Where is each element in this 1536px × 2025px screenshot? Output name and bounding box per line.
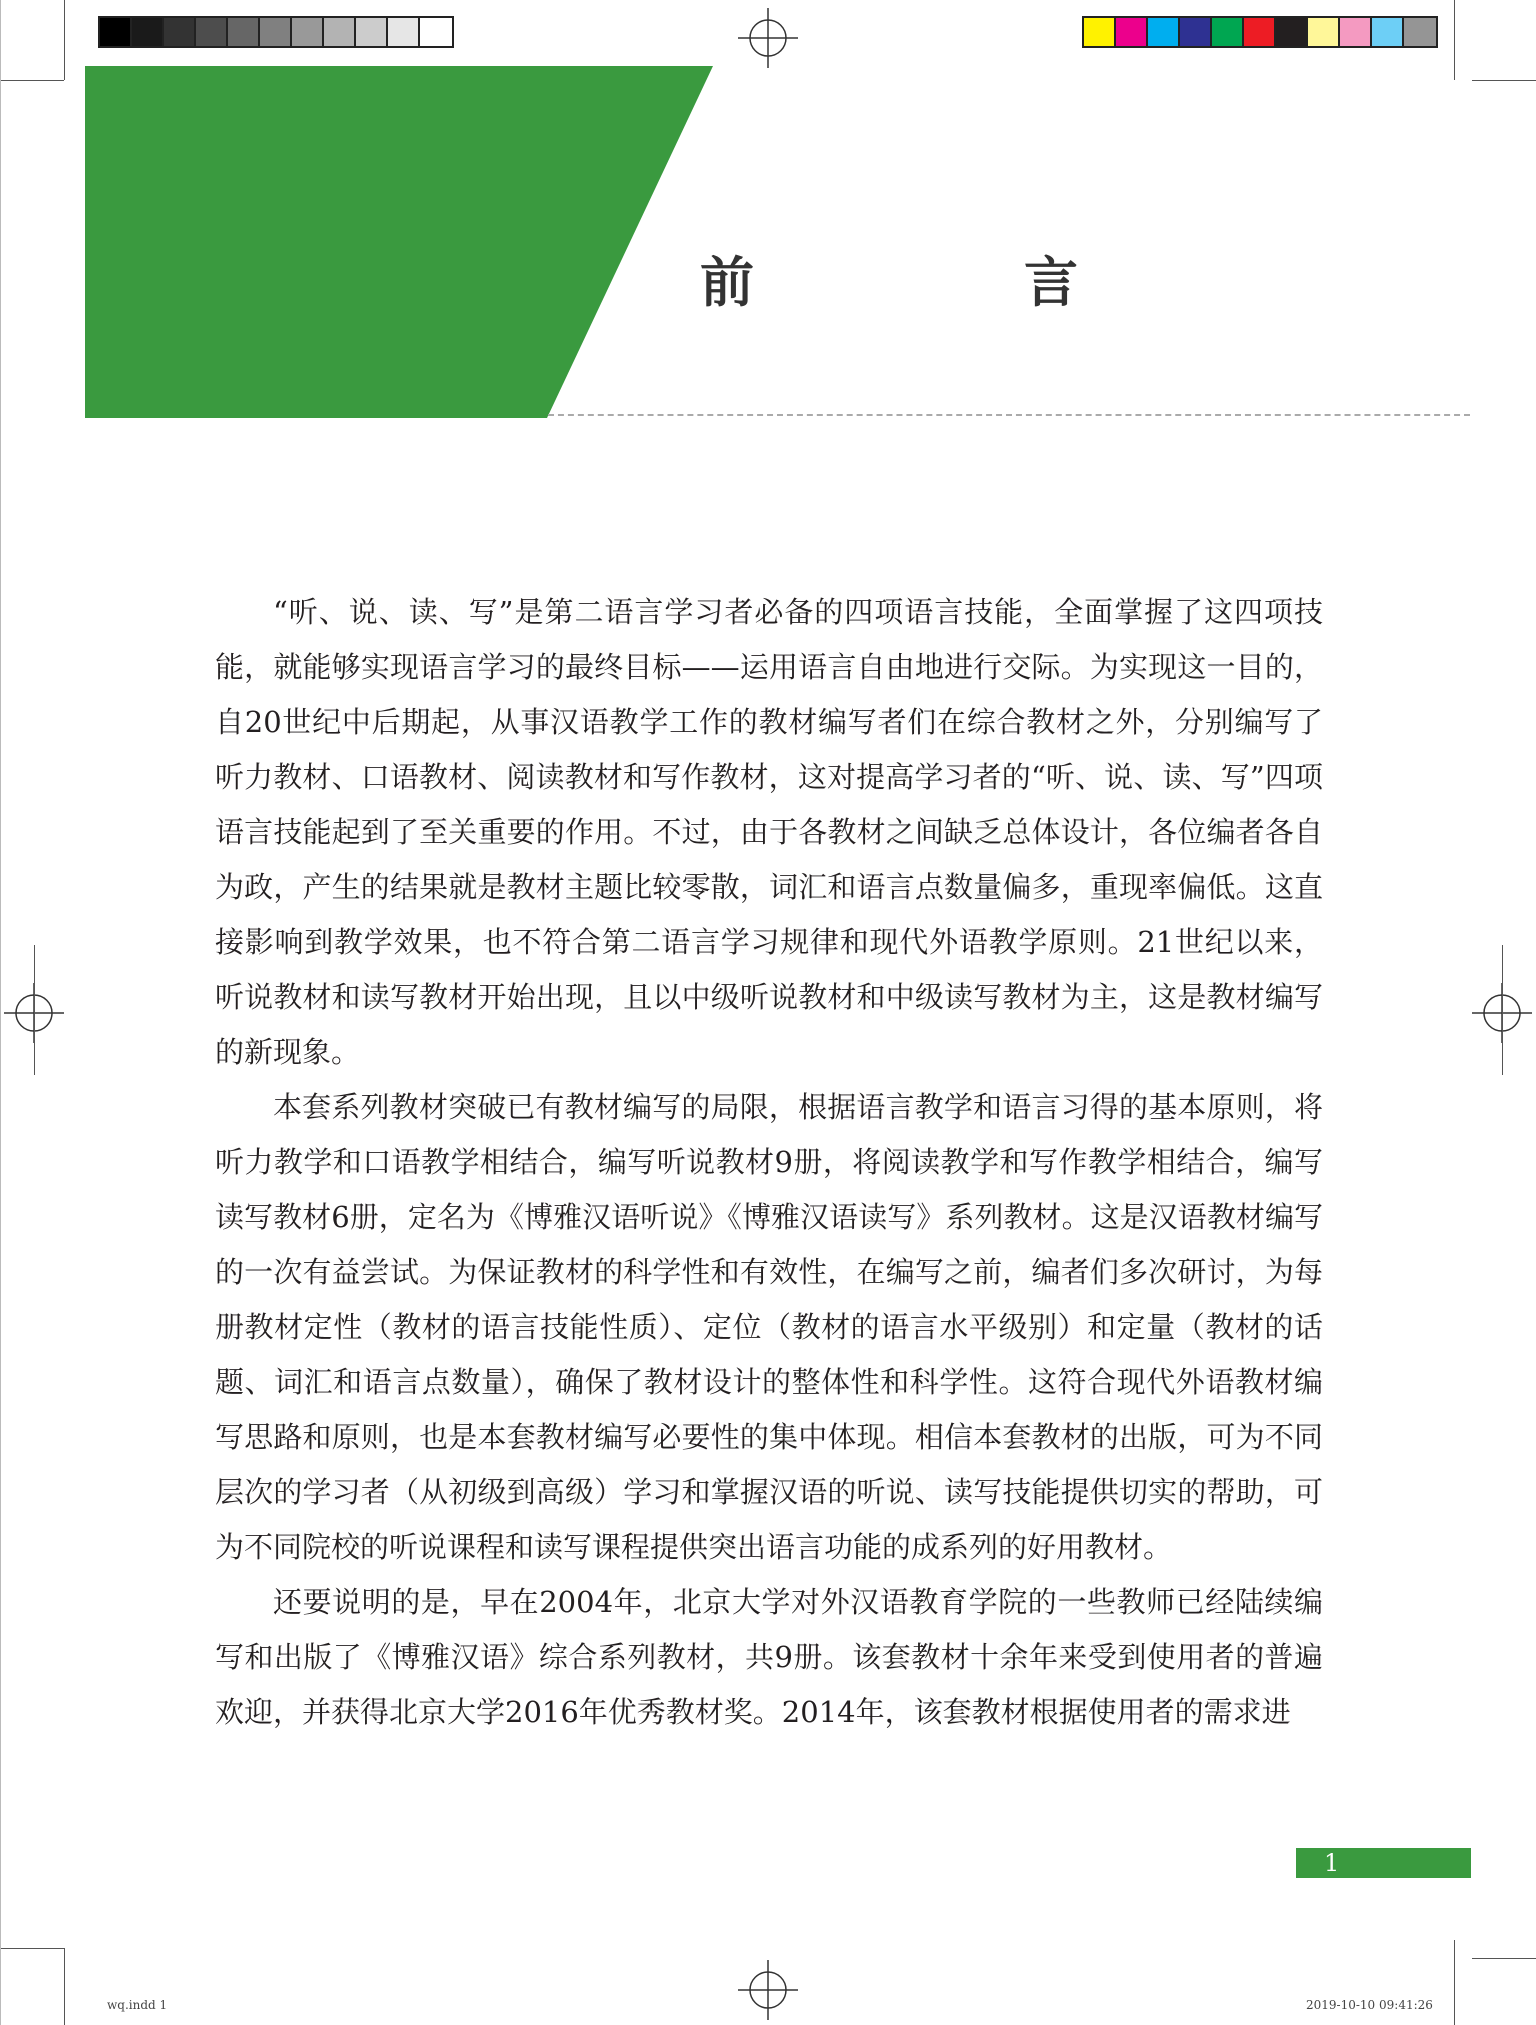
registration-mark-top [738,8,798,68]
grayscale-calibration-bar [98,16,454,48]
color-swatch-3 [1148,18,1180,46]
registration-line-right [1502,945,1503,1075]
color-swatch-10 [1372,18,1404,46]
grayscale-swatch-10 [388,18,420,46]
registration-line-left [34,945,35,1075]
color-swatch-11 [1404,18,1436,46]
color-swatch-8 [1308,18,1340,46]
page-edge-left [0,0,1,2025]
color-swatch-4 [1180,18,1212,46]
grayscale-swatch-4 [196,18,228,46]
preface-body [215,585,1323,1740]
slug-timestamp: 2019-10-10 09:41:26 [1306,1998,1433,2012]
registration-mark-bottom [738,1960,798,2020]
grayscale-swatch-9 [356,18,388,46]
header-banner [85,66,713,418]
crop-mark-bottom-right-h [1472,1958,1536,1959]
crop-mark-top-right-v [1454,0,1455,80]
grayscale-swatch-1 [100,18,132,46]
paragraph-1: “听、说、读、写”是第二语言学习者必备的四项语言技能，全面掌握了这四项技能，就能够实现语言学习的最终目标——运用语言自由地进行交际。为实现这一目的，自20世纪中后期起，从事汉语教学工作的教材编写者们在综合教材之外，分别编写了听力教材、口语教材、阅读教材和写作教材，这对提高学习者的“听、说、读、写”四项语言技能起到了至关重要的作用。不过，由于各教材之间缺乏总体设计，各位编者各自为政，产生的结果就是教材主题比较零散，词汇和语言点数量偏多，重现率偏低。这直接影响到教学效果，也不符合第二语言学习规律和现代外语教学原则。21世纪以来，听说教材和读写教材开始出现，且以中级听说教材和中级读写教材为主，这是教材编写的新现象。 [215,595,1323,1069]
grayscale-swatch-6 [260,18,292,46]
color-swatch-1 [1084,18,1116,46]
crop-mark-bottom-left-h [0,1948,64,1949]
crop-mark-top-left-v [64,0,65,80]
crop-mark-top-right-h [1472,80,1536,81]
grayscale-swatch-7 [292,18,324,46]
slug-file-name: wq.indd 1 [107,1998,168,2012]
page-title: 前 言 [700,251,1186,314]
crop-mark-bottom-left-v [64,1948,65,2025]
grayscale-swatch-8 [324,18,356,46]
header-dashed-divider [548,414,1470,416]
color-swatch-9 [1340,18,1372,46]
paragraph-3: 还要说明的是，早在2004年，北京大学对外汉语教育学院的一些教师已经陆续编写和出版了《博雅汉语》综合系列教材，共9册。该套教材十余年来受到使用者的普遍欢迎，并获得北京大学2016年优秀教材奖。2014年，该套教材根据使用者的需求进 [215,1585,1323,1729]
grayscale-swatch-2 [132,18,164,46]
color-calibration-bar [1082,16,1438,48]
crop-mark-top-left-h [0,80,64,81]
color-swatch-7 [1276,18,1308,46]
grayscale-swatch-3 [164,18,196,46]
color-swatch-5 [1212,18,1244,46]
color-swatch-2 [1116,18,1148,46]
page-number: 1 [1324,1849,1340,1877]
grayscale-swatch-5 [228,18,260,46]
paragraph-2: 本套系列教材突破已有教材编写的局限，根据语言教学和语言习得的基本原则，将听力教学和口语教学相结合，编写听说教材9册，将阅读教学和写作教学相结合，编写读写教材6册，定名为《博雅汉语听说》《博雅汉语读写》系列教材。这是汉语教材编写的一次有益尝试。为保证教材的科学性和有效性，在编写之前，编者们多次研讨，为每册教材定性（教材的语言技能性质）、定位（教材的语言水平级别）和定量（教材的话题、词汇和语言点数量），确保了教材设计的整体性和科学性。这符合现代外语教材编写思路和原则，也是本套教材编写必要性的集中体现。相信本套教材的出版，可为不同层次的学习者（从初级到高级）学习和掌握汉语的听说、读写技能提供切实的帮助，可为不同院校的听说课程和读写课程提供突出语言功能的成系列的好用教材。 [215,1090,1323,1564]
crop-mark-bottom-right-v [1454,1940,1455,2025]
grayscale-swatch-11 [420,18,452,46]
page-number-bar [1296,1848,1471,1878]
color-swatch-6 [1244,18,1276,46]
